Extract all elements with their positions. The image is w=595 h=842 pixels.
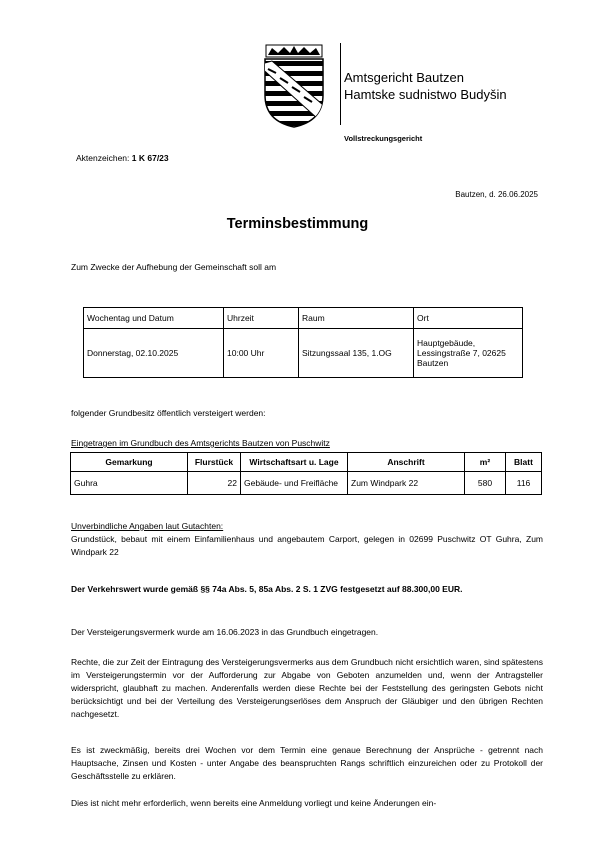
property-wirtschaftsart: Gebäude- und Freifläche — [241, 472, 348, 495]
property-header-blatt: Blatt — [506, 453, 542, 472]
appointment-room: Sitzungssaal 135, 1.OG — [299, 329, 414, 378]
appointment-table — [83, 307, 523, 378]
file-number-value: 1 K 67/23 — [131, 153, 169, 163]
auction-note: Der Versteigerungsvermerk wurde am 16.06.2023 in das Grundbuch eingetragen. — [71, 627, 379, 637]
advice-paragraph: Es ist zweckmäßig, bereits drei Wochen vor dem Termin eine genaue Berechnung der Ansprüche - getrennt nach Hauptsache, Zinsen und Kosten - unter Angabe des beanspruchten Rangs schriftlich einzureichen oder zu Protokoll der Geschäftsstelle zu erklären. — [71, 745, 543, 781]
last-line: Dies ist nicht mehr erforderlich, wenn bereits eine Anmeldung vorliegt und keine Änderungen ein- — [71, 798, 437, 808]
file-number — [76, 153, 169, 163]
appraisal-text: Grundstück, bebaut mit einem Einfamilienhaus und angebautem Carport, gelegen in 02699 Puschwitz OT Guhra, Zum Windpark 22 — [71, 534, 543, 557]
property-blatt: 116 — [506, 472, 542, 495]
appointment-header-room: Raum — [299, 308, 414, 329]
coat-of-arms-icon — [262, 43, 326, 129]
property-anschrift: Zum Windpark 22 — [348, 472, 465, 495]
header-divider — [340, 43, 341, 125]
property-header-wirtschaftsart: Wirtschaftsart u. Lage — [241, 453, 348, 472]
department-label: Vollstreckungsgericht — [344, 134, 423, 143]
appraisal-heading: Unverbindliche Angaben laut Gutachten: — [71, 521, 224, 531]
property-table — [70, 452, 542, 495]
register-heading: Eingetragen im Grundbuch des Amtsgerichts Bautzen von Puschwitz — [71, 438, 330, 448]
property-row — [71, 472, 542, 495]
property-header-flurstueck: Flurstück — [188, 453, 241, 472]
file-number-label: Aktenzeichen: — [76, 153, 130, 163]
property-header-gemarkung: Gemarkung — [71, 453, 188, 472]
market-value: Der Verkehrswert wurde gemäß §§ 74a Abs. 5, 85a Abs. 2 S. 1 ZVG festgesetzt auf 88.300,00 EUR. — [71, 584, 463, 594]
appointment-row — [84, 329, 523, 378]
property-flurstueck: 22 — [188, 472, 241, 495]
appointment-header-place: Ort — [414, 308, 523, 329]
property-area: 580 — [465, 472, 506, 495]
property-gemarkung: Guhra — [71, 472, 188, 495]
intro-text: Zum Zwecke der Aufhebung der Gemeinschaft soll am — [71, 262, 277, 272]
appointment-header-row — [84, 308, 523, 329]
rights-paragraph: Rechte, die zur Zeit der Eintragung des Versteigerungsvermerks aus dem Grundbuch nicht ersichtlich waren, sind spätestens im Versteigerungstermin vor der Aufforderung zur Abgabe von Geboten anzumelden und, wenn der Antragsteller widerspricht, glaubhaft zu machen. Anderenfalls werden diese Rechte bei der Feststellung des geringsten Gebots nicht berücksichtigt und bei der Verteilung des Versteigerungserlöses dem Anspruch der Gläubiger und den übrigen Rechten nachgesetzt. — [71, 657, 543, 719]
property-header-row — [71, 453, 542, 472]
appraisal-section — [71, 520, 543, 559]
property-header-area: m² — [465, 453, 506, 472]
appointment-header-date: Wochentag und Datum — [84, 308, 224, 329]
appointment-time: 10:00 Uhr — [224, 329, 299, 378]
property-header-anschrift: Anschrift — [348, 453, 465, 472]
document-title: Terminsbestimmung — [226, 216, 369, 232]
court-name-sorbian: Hamtske sudnistwo Budyšin — [344, 87, 507, 102]
appointment-date: Donnerstag, 02.10.2025 — [84, 329, 224, 378]
court-name-german: Amtsgericht Bautzen — [344, 70, 464, 85]
place-date: Bautzen, d. 26.06.2025 — [455, 190, 538, 199]
appointment-place: Hauptgebäude, Lessingstraße 7, 02625 Bautzen — [414, 329, 523, 378]
property-intro: folgender Grundbesitz öffentlich versteigert werden: — [71, 408, 266, 418]
appointment-header-time: Uhrzeit — [224, 308, 299, 329]
